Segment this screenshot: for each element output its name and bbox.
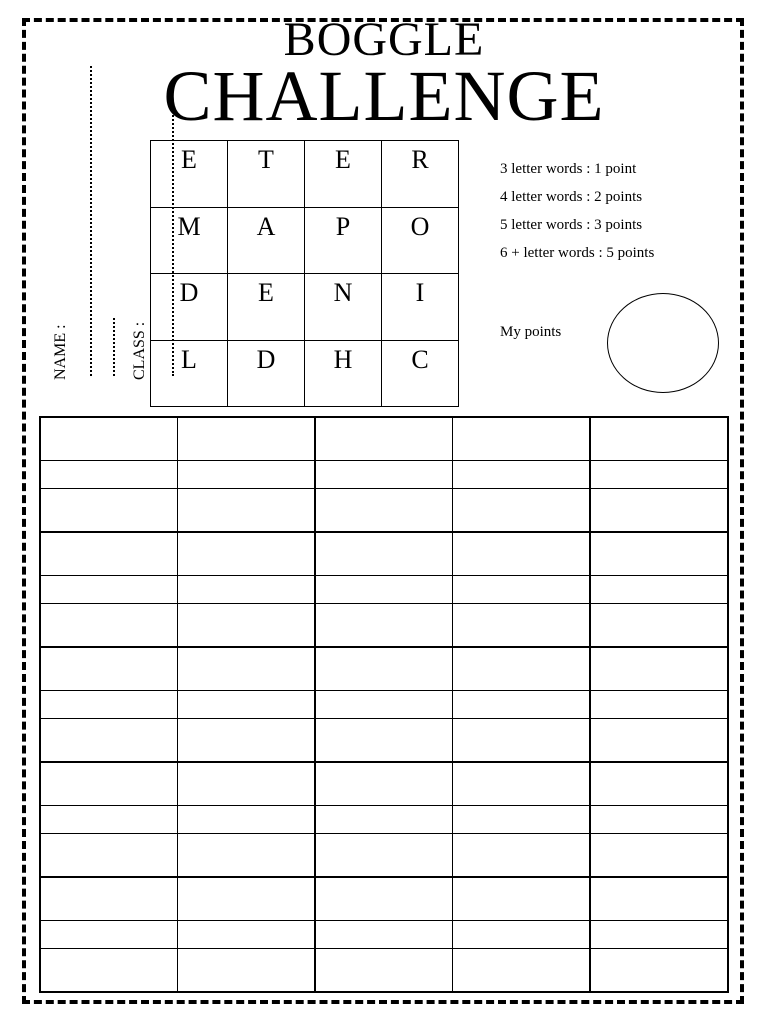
- scoring-rules: [500, 155, 654, 267]
- grid-letter-cell: E: [228, 274, 305, 341]
- answer-cell[interactable]: [40, 805, 178, 834]
- answer-cell[interactable]: [453, 762, 591, 805]
- answer-cell[interactable]: [315, 575, 453, 604]
- grid-letter-cell: C: [382, 341, 459, 408]
- answer-row: [40, 690, 728, 719]
- answer-cell[interactable]: [453, 647, 591, 690]
- answer-cell[interactable]: [590, 877, 728, 920]
- answer-row: [40, 460, 728, 489]
- answer-cell[interactable]: [453, 805, 591, 834]
- answer-cell[interactable]: [178, 762, 316, 805]
- answer-cell[interactable]: [178, 805, 316, 834]
- grid-letter-cell: M: [151, 208, 228, 275]
- answer-cell[interactable]: [590, 834, 728, 877]
- answer-cell[interactable]: [178, 920, 316, 949]
- answer-cell[interactable]: [178, 417, 316, 460]
- my-points-label: My points: [500, 324, 562, 340]
- answer-cell[interactable]: [453, 575, 591, 604]
- answer-cell[interactable]: [590, 690, 728, 719]
- answer-cell[interactable]: [315, 834, 453, 877]
- answer-cell[interactable]: [590, 805, 728, 834]
- answer-table: [39, 416, 729, 993]
- scoring-rule: 5 letter words : 3 points: [500, 217, 643, 233]
- answer-cell[interactable]: [590, 762, 728, 805]
- answer-cell[interactable]: [40, 575, 178, 604]
- answer-row: [40, 575, 728, 604]
- answer-cell[interactable]: [315, 417, 453, 460]
- answer-cell[interactable]: [40, 949, 178, 992]
- answer-cell[interactable]: [590, 719, 728, 762]
- grid-letter-cell: L: [151, 341, 228, 408]
- grid-letter-cell: P: [305, 208, 382, 275]
- class-write-line-short[interactable]: [113, 318, 115, 376]
- answer-cell[interactable]: [453, 417, 591, 460]
- answer-row: [40, 532, 728, 575]
- answer-cell[interactable]: [40, 719, 178, 762]
- answer-cell[interactable]: [590, 920, 728, 949]
- answer-cell[interactable]: [315, 532, 453, 575]
- answer-cell[interactable]: [315, 805, 453, 834]
- answer-cell[interactable]: [453, 719, 591, 762]
- name-label: NAME :: [52, 324, 69, 380]
- boggle-letter-grid: [150, 140, 459, 407]
- title-challenge: CHALLENGE: [163, 56, 605, 136]
- grid-letter-cell: D: [151, 274, 228, 341]
- answer-cell[interactable]: [315, 762, 453, 805]
- class-label: CLASS :: [131, 321, 148, 380]
- answer-row: [40, 489, 728, 532]
- answer-cell[interactable]: [453, 949, 591, 992]
- answer-row: [40, 805, 728, 834]
- answer-cell[interactable]: [178, 719, 316, 762]
- answer-cell[interactable]: [590, 417, 728, 460]
- answer-cell[interactable]: [315, 647, 453, 690]
- answer-cell[interactable]: [40, 834, 178, 877]
- grid-letter-cell: N: [305, 274, 382, 341]
- answer-cell[interactable]: [40, 532, 178, 575]
- scoring-rule: 3 letter words : 1 point: [500, 161, 637, 177]
- title-boggle: BOGGLE: [283, 13, 485, 66]
- answer-cell[interactable]: [40, 877, 178, 920]
- answer-cell[interactable]: [178, 949, 316, 992]
- name-write-line[interactable]: [90, 66, 92, 376]
- answer-cell[interactable]: [315, 949, 453, 992]
- scoring-rule: 6 + letter words : 5 points: [500, 245, 655, 261]
- answer-cell[interactable]: [315, 877, 453, 920]
- grid-letter-cell: H: [305, 341, 382, 408]
- answer-cell[interactable]: [40, 690, 178, 719]
- grid-letter-cell: I: [382, 274, 459, 341]
- answer-cell[interactable]: [178, 460, 316, 489]
- grid-letter-cell: T: [228, 141, 305, 208]
- answer-row: [40, 920, 728, 949]
- answer-cell[interactable]: [315, 690, 453, 719]
- answer-cell[interactable]: [590, 604, 728, 647]
- grid-letter-cell: D: [228, 341, 305, 408]
- answer-cell[interactable]: [315, 604, 453, 647]
- answer-cell[interactable]: [453, 460, 591, 489]
- answer-cell[interactable]: [590, 489, 728, 532]
- answer-cell[interactable]: [40, 647, 178, 690]
- answer-cell[interactable]: [453, 690, 591, 719]
- answer-cell[interactable]: [40, 604, 178, 647]
- grid-letter-cell: E: [305, 141, 382, 208]
- answer-cell[interactable]: [590, 532, 728, 575]
- grid-letter-cell: A: [228, 208, 305, 275]
- answer-row: [40, 417, 728, 460]
- answer-cell[interactable]: [178, 690, 316, 719]
- answer-cell[interactable]: [453, 532, 591, 575]
- answer-cell[interactable]: [40, 460, 178, 489]
- answer-cell[interactable]: [315, 719, 453, 762]
- answer-cell[interactable]: [178, 877, 316, 920]
- answer-row: [40, 647, 728, 690]
- answer-row: [40, 762, 728, 805]
- answer-row: [40, 604, 728, 647]
- answer-cell[interactable]: [178, 647, 316, 690]
- my-points-circle[interactable]: [607, 293, 719, 393]
- answer-cell[interactable]: [40, 417, 178, 460]
- answer-cell[interactable]: [40, 762, 178, 805]
- grid-letter-cell: O: [382, 208, 459, 275]
- answer-cell[interactable]: [453, 920, 591, 949]
- grid-letter-cell: R: [382, 141, 459, 208]
- answer-cell[interactable]: [453, 877, 591, 920]
- grid-letter-cell: E: [151, 141, 228, 208]
- answer-cell[interactable]: [178, 532, 316, 575]
- answer-row: [40, 949, 728, 992]
- answer-row: [40, 877, 728, 920]
- answer-cell[interactable]: [590, 575, 728, 604]
- answer-cell[interactable]: [315, 920, 453, 949]
- answer-cell[interactable]: [315, 489, 453, 532]
- answer-cell[interactable]: [178, 575, 316, 604]
- answer-cell[interactable]: [315, 460, 453, 489]
- answer-cell[interactable]: [590, 647, 728, 690]
- answer-cell[interactable]: [40, 920, 178, 949]
- answer-cell[interactable]: [178, 489, 316, 532]
- answer-row: [40, 719, 728, 762]
- answer-cell[interactable]: [590, 949, 728, 992]
- answer-cell[interactable]: [453, 604, 591, 647]
- answer-row: [40, 834, 728, 877]
- answer-cell[interactable]: [178, 834, 316, 877]
- answer-cell[interactable]: [590, 460, 728, 489]
- answer-cell[interactable]: [453, 834, 591, 877]
- scoring-rule: 4 letter words : 2 points: [500, 189, 643, 205]
- answer-cell[interactable]: [40, 489, 178, 532]
- answer-cell[interactable]: [453, 489, 591, 532]
- answer-cell[interactable]: [178, 604, 316, 647]
